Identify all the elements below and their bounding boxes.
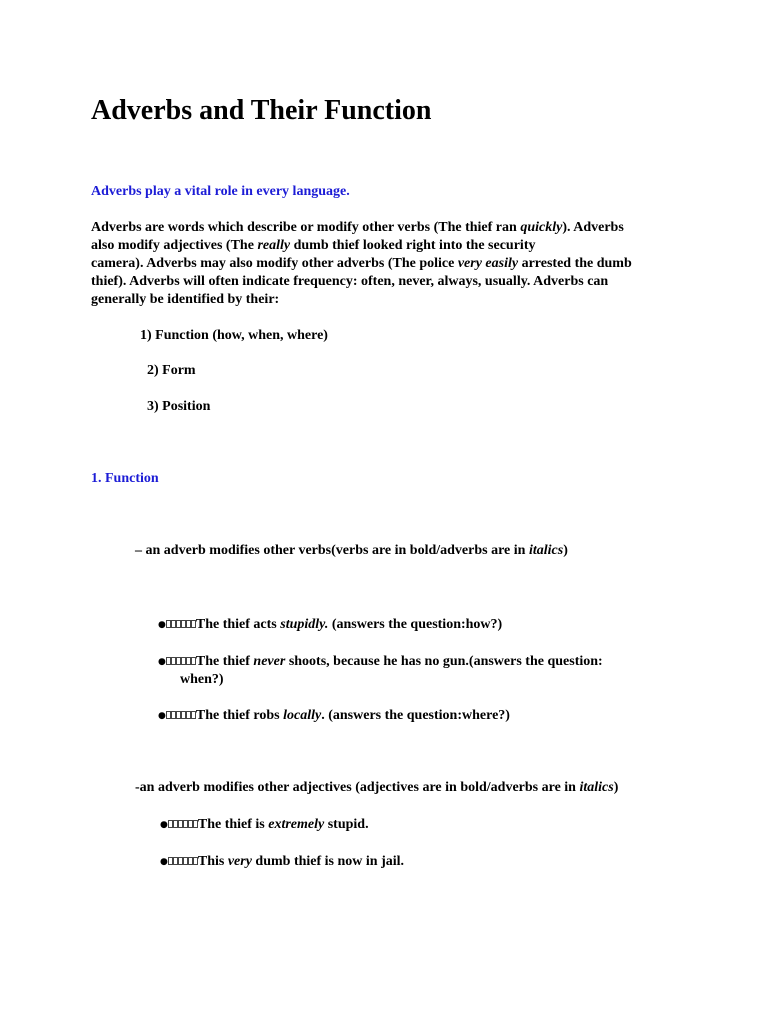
intro-text: generally be identified by their: <box>91 292 280 307</box>
bullet-item <box>158 707 510 725</box>
bullet-italic-adverb: never <box>253 654 286 669</box>
bullet-text: The thief is <box>197 817 269 832</box>
bullet-text: . (answers the question:where?) <box>321 708 510 723</box>
intro-text: also modify adjectives (The <box>91 238 258 253</box>
bullet-marker <box>160 817 198 832</box>
intro-paragraph <box>91 219 691 309</box>
bullet-marker <box>160 854 198 869</box>
bullet-marker <box>158 617 196 632</box>
bullet-italic-adverb: locally <box>283 708 322 723</box>
bullet-text: The thief <box>195 654 254 669</box>
bullet-text: dumb thief is now in jail. <box>251 854 405 869</box>
intro-line <box>91 237 691 255</box>
intro-italic-word: quickly <box>520 220 563 235</box>
intro-text: arrested the dumb <box>518 256 632 271</box>
verbs-note <box>135 542 568 560</box>
bullet-item <box>158 616 502 634</box>
list-item-form: 2) Form <box>147 363 196 378</box>
intro-text: thief). Adverbs will often indicate frequency: often, never, always, usually. Adverbs can <box>91 274 609 289</box>
bullet-item <box>160 853 404 871</box>
bullet-marker <box>158 654 196 669</box>
intro-text: Adverbs are words which describe or modify other verbs (The thief ran <box>91 220 521 235</box>
bullet-dot-icon: ● <box>158 711 166 721</box>
intro-line <box>91 255 691 273</box>
list-item-position: 3) Position <box>147 399 211 414</box>
bullet-dot-icon: ● <box>158 657 166 667</box>
bullet-text: The thief robs <box>195 708 284 723</box>
bullet-marker <box>158 708 196 723</box>
bullet-text: (answers the question:how?) <box>328 617 503 632</box>
section-heading-function: 1. Function <box>91 471 159 486</box>
intro-text: dumb thief looked right into the security <box>290 238 536 253</box>
adjectives-note-close: ) <box>613 780 619 795</box>
document-title: Adverbs and Their Function <box>91 95 432 126</box>
bullet-dot-icon: ● <box>160 820 168 830</box>
bullet-italic-adverb: very <box>227 854 252 869</box>
intro-line <box>91 291 691 309</box>
bullet-text: stupid. <box>324 817 369 832</box>
bullet-dot-icon: ● <box>160 857 168 867</box>
adjectives-note <box>135 779 618 797</box>
verbs-note-close: ) <box>563 543 568 558</box>
bullet-continuation: when?) <box>180 672 224 687</box>
bullet-italic-adverb: stupidly. <box>280 617 329 632</box>
verbs-note-italics: italics <box>528 543 564 558</box>
verbs-note-text: – an adverb modifies other verbs(verbs are in bold/adverbs are in <box>135 543 529 558</box>
adjectives-note-text: -an adverb modifies other adjectives (adjectives are in bold/adverbs are in <box>135 780 580 795</box>
bullet-dot-icon: ● <box>158 620 166 630</box>
bullet-italic-adverb: extremely <box>268 817 325 832</box>
intro-text: ). Adverbs <box>562 220 624 235</box>
adjectives-note-italics: italics <box>579 780 614 795</box>
intro-line <box>91 219 691 237</box>
intro-text: camera). Adverbs may also modify other adverbs (The police <box>91 256 458 271</box>
subtitle: Adverbs play a vital role in every language. <box>91 184 350 199</box>
intro-italic-word: really <box>257 238 291 253</box>
bullet-item <box>160 816 369 834</box>
intro-italic-word: very easily <box>457 256 519 271</box>
bullet-text: shoots, because he has no gun.(answers the question: <box>285 654 603 669</box>
bullet-item <box>158 653 603 671</box>
list-item-function: 1) Function (how, when, where) <box>140 328 328 343</box>
bullet-text: This <box>197 854 228 869</box>
intro-line <box>91 273 691 291</box>
bullet-text: The thief acts <box>195 617 281 632</box>
